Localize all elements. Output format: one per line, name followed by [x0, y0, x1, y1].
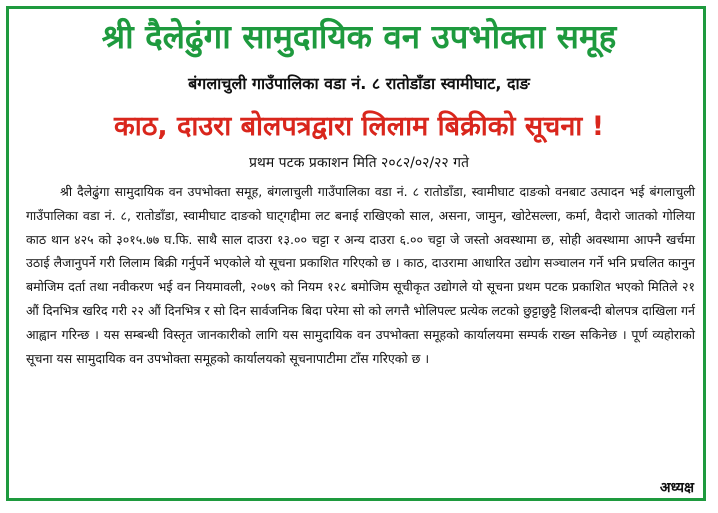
signature-label: अध्यक्ष	[659, 480, 694, 496]
organization-address: बंगलाचुली गाउँपालिका वडा नं. ८ रातोडाँडा स्वामीघाट, दाङ	[188, 74, 530, 93]
notice-body-text: श्री दैलेढुंगा सामुदायिक वन उपभोक्ता समूह, बंगलाचुली गाउँपालिका वडा नं. ८ रातोडाँडा, स्वामीघाट दाङको वनबाट उत्पादन भई बंगलाचुली गाउँपालिका वडा नं. ८, रातोडाँडा, स्वामीघाट दाङको घाट्गद्दीमा लट बनाई राखिएको साल, असना, जामुन, खोटेसल्ला, कर्मा, वैदारो जातको गोलिया काठ थान ४२५ को ३०१५.७७ घ.फि. साथै साल दाउरा १३.०० चट्टा र अन्य दाउरा ६.०० चट्टा जे जस्तो अवस्थामा छ, सोही अवस्थामा आफ्नै खर्चमा उठाई लैजानुपर्ने गरी लिलाम बिक्री गर्नुपर्ने भएकोले यो सूचना प्रकाशित गरिएको छ । काठ, दाउरामा आधारित उद्योग सञ्चालन गर्ने भनि प्रचलित कानुन बमोजिम दर्ता तथा नवीकरण भई वन नियमावली, २०७९ को नियम १२८ बमोजिम सूचीकृत उद्योगले यो सूचना प्रथम पटक प्रकाशित भएको मितिले २१ औं दिनभित्र खरिद गरी २२ औं दिनभित्र र सो दिन सार्वजनिक बिदा परेमा सो को लगत्तै भोलिपल्ट प्रत्येक लटको छुट्टाछुट्टै शिलबन्दी बोलपत्र दाखिला गर्न आह्वान गरिन्छ । यस सम्बन्धी विस्तृत जानकारीको लागि यस सामुदायिक वन उपभोक्ता समूहको कार्यालयमा सम्पर्क राख्न सकिनेछ । पूर्ण व्यहोराको सूचना यस सामुदायिक वन उपभोक्ता समूहको कार्यालयको सूचनापाटीमा टाँस गरिएको छ ।	[26, 184, 695, 366]
notice-title: काठ, दाउरा बोलपत्रद्वारा लिलाम बिक्रीको सूचना !	[113, 111, 605, 142]
organization-title: श्री दैलेढुंगा सामुदायिक वन उपभोक्ता समूह	[101, 17, 617, 56]
publish-date: प्रथम पटक प्रकाशन मिति २०८२/०२/२२ गते	[248, 155, 470, 171]
